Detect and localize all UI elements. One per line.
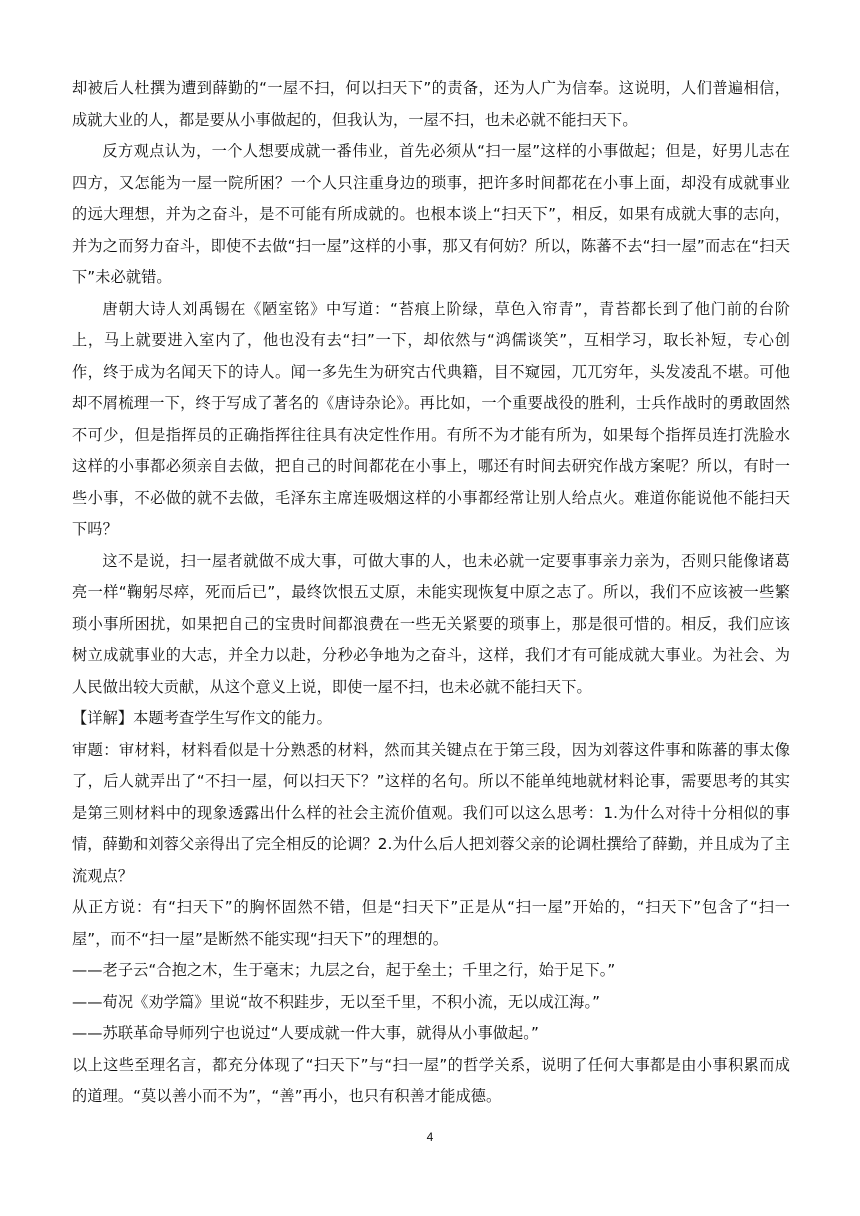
analysis-summary: 以上这些至理名言，都充分体现了“扫天下”与“扫一屋”的哲学关系，说明了任何大事都是由小事积累而成的道理。“莫以善小而不为”，“善”再小，也只有积善才能成德。 [72,1055,790,1105]
paragraph-continuation: 却被后人杜撰为遭到薛勤的“一屋不扫，何以扫天下”的责备，还为人广为信奉。这说明，人们普遍相信，成就大业的人，都是要从小事做起的，但我认为，一屋不扫，也未必就不能扫天下。 [72,79,790,129]
paragraph-opposing-view: 反方观点认为，一个人想要成就一番伟业，首先必须从“扫一屋”这样的小事做起；但是，好男儿志在四方，又怎能为一屋一院所困？一个人只注重身边的琐事，把许多时间都花在小事上面，却没有成就事业的远大理想，并为之奋斗，是不可能有所成就的。也根本谈上“扫天下”，相反，如果有成就大事的志向，并为之而努力奋斗，即使不去做“扫一屋”这样的小事，那又有何妨？所以，陈蕃不去“扫一屋”而志在“扫天下”未必就错。 [72,142,790,286]
quote-laozi: ——老子云“合抱之木，生于毫末；九层之台，起于垒土；千里之行，始于足下。” [72,961,616,979]
paragraph-examples: 唐朝大诗人刘禹锡在《陋室铭》中写道：“苔痕上阶绿，草色入帘青”，青苔都长到了他门前的台阶上，马上就要进入室内了，他也没有去“扫”一下，却依然与“鸿儒谈笑”，互相学习，取长补短，专心创作，终于成为名闻天下的诗人。闻一多先生为研究古代典籍，目不窥园，兀兀穷年，头发凌乱不堪。可他却不屑梳理一下，终于写成了著名的《唐诗杂论》。再比如，一个重要战役的胜利，士兵作战时的勇敢固然不可少，但是指挥员的正确指挥往往具有决定性作用。有所不为才能有所为，如果每个指挥员连打洗脸水这样的小事都必须亲自去做，把自己的时间都花在小事上，哪还有时间去研究作战方案呢？所以，有时一些小事，不必做的就不去做，毛泽东主席连吸烟这样的小事都经常让别人给点火。难道你能说他不能扫天下吗？ [72,299,790,538]
page-number: 4 [426,1130,434,1144]
quote-xunkuang: ——荀况《劝学篇》里说“故不积跬步，无以至千里，不积小流，无以成江海。” [72,992,601,1011]
analysis-review: 审题：审材料，材料看似是十分熟悉的材料，然而其关键点在于第三段，因为刘蓉这件事和陈蕃的事太像了，后人就弄出了“不扫一屋，何以扫天下？”这样的名句。所以不能单纯地就材料论事，需要思考的其实是第三则材料中的现象透露出什么样的社会主流价值观。我们可以这么思考：1.为什么对待十分相似的事情，薛勤和刘蓉父亲得出了完全相反的论调？2.为什么后人把刘蓉父亲的论调杜撰给了薛勤，并且成为了主流观点？ [72,740,790,885]
analysis-heading: 【详解】本题考查学生写作文的能力。 [72,709,332,727]
paragraph-conclusion: 这不是说，扫一屋者就做不成大事，可做大事的人，也未必就一定要事事亲力亲为，否则只能像诸葛亮一样“鞠躬尽瘁，死而后已”，最终饮恨五丈原，未能实现恢复中原之志了。所以，我们不应该被一些繁琐小事所困扰，如果把自己的宝贵时间都浪费在一些无关紧要的琐事上，那是很可惜的。相反，我们应该树立成就事业的大志，并全力以赴，分秒必争地为之奋斗，这样，我们才有可能成就大事业。为社会、为人民做出较大贡献，从这个意义上说，即使一屋不扫，也未必就不能扫天下。 [72,551,790,696]
essay-body [72,73,790,1113]
analysis-positive-side: 从正方说：有“扫天下”的胸怀固然不错，但是“扫天下”正是从“扫一屋”开始的，“扫天下”包含了“扫一屋”，而不“扫一屋”是断然不能实现“扫天下”的理想的。 [72,898,790,948]
quote-lenin: ——苏联革命导师列宁也说过“人要成就一件大事，就得从小事做起。” [72,1024,539,1042]
